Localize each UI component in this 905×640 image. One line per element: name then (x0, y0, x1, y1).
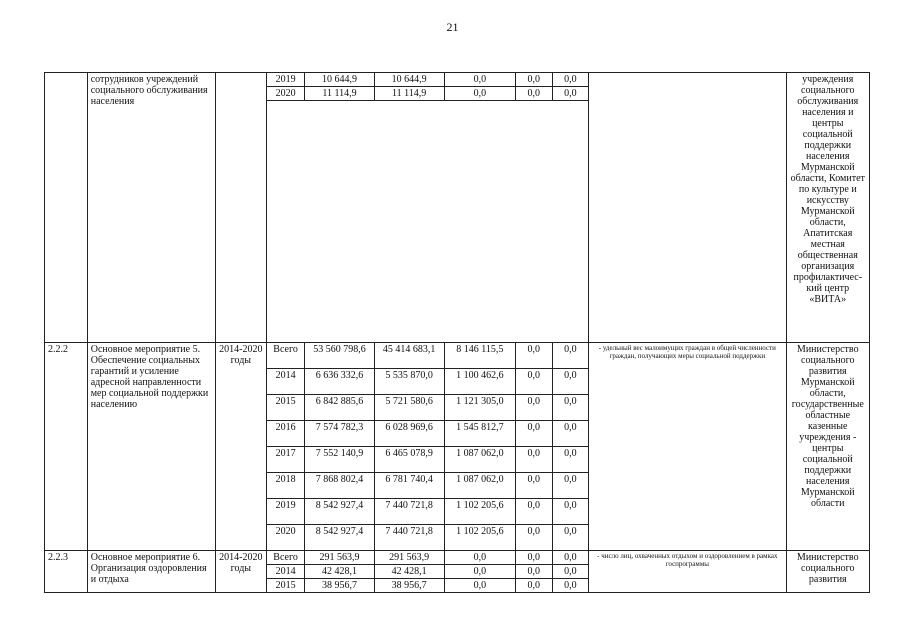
item-name-cell: Основное мероприятие 6. Организация оздоровления и отдыха (87, 551, 215, 593)
page-number: 21 (446, 20, 459, 34)
table-row: 2019 8 542 927,4 7 440 721,8 1 102 205,6 0,0 0,0 (45, 499, 870, 525)
executor-cell: Министерство социального развития Мурманской области, государственные областные казенные учреждения - центры социальной поддержки населения Мурманской области (786, 343, 869, 551)
table-row: сотрудников учреждений социального обслуживания населения 2019 10 644,9 10 644,9 0,0 0,0 0,0 учреждения социального обслуживания населения и центры социальной поддержки населения Мурманской области, Комитет по культуре и искусству Мурманской области, Апатитская местная общественная организация профилактичес-кий центр «ВИТА» (45, 73, 870, 87)
indicator-cell: - число лиц, охваченных отдыхом и оздоровлением в рамках госпрограммы (589, 551, 786, 593)
table-row: 2.2.2 Основное мероприятие 5. Обеспечение социальных гарантий и усиление адресной направленности мер социальной поддержки населению 2014-2020 годы Всего 53 560 798,6 45 414 683,1 8 146 115,5 0,0 0,0 - удельный вес малоимущих граждан в общей численности граждан, получающих меры социальной поддержки Министерство социального развития Мурманской области, государственные областные казенные учреждения - центры социальной поддержки населения Мурманской области (45, 343, 870, 369)
indicator-cell (589, 73, 786, 343)
item-number-cell: 2.2.3 (45, 551, 88, 593)
period-cell: 2014-2020 годы (215, 551, 266, 593)
table-row: 2020 8 542 927,4 7 440 721,8 1 102 205,6 0,0 0,0 (45, 525, 870, 551)
table-row: 2020 11 114,9 11 114,9 0,0 0,0 0,0 (45, 87, 870, 101)
item-number-cell (45, 73, 88, 343)
item-name-cell: Основное мероприятие 5. Обеспечение социальных гарантий и усиление адресной направленности мер социальной поддержки населению (87, 343, 215, 551)
indicator-cell: - удельный вес малоимущих граждан в общей численности граждан, получающих меры социальной поддержки (589, 343, 786, 551)
table-row: 2016 7 574 782,3 6 028 969,6 1 545 812,7 0,0 0,0 (45, 421, 870, 447)
table-row: 2014 42 428,1 42 428,1 0,0 0,0 0,0 (45, 565, 870, 579)
executor-cell: учреждения социального обслуживания населения и центры социальной поддержки населения Мурманской области, Комитет по культуре и искусству Мурманской области, Апатитская местная общественная организация профилактичес-кий центр «ВИТА» (786, 73, 869, 343)
program-table (44, 72, 870, 593)
table-row: 2014 6 636 332,6 5 535 870,0 1 100 462,6 0,0 0,0 (45, 369, 870, 395)
table-row: 2017 7 552 140,9 6 465 078,9 1 087 062,0 0,0 0,0 (45, 447, 870, 473)
table-row: 2015 38 956,7 38 956,7 0,0 0,0 0,0 (45, 579, 870, 593)
table-row: 2015 6 842 885,6 5 721 580,6 1 121 305,0 0,0 0,0 (45, 395, 870, 421)
item-name-cell: сотрудников учреждений социального обслуживания населения (87, 73, 215, 343)
table-row: 2.2.3 Основное мероприятие 6. Организация оздоровления и отдыха 2014-2020 годы Всего 291 563,9 291 563,9 0,0 0,0 0,0 - число лиц, охваченных отдыхом и оздоровлением в рамках госпрограммы Министерство социального развития (45, 551, 870, 565)
item-number-cell: 2.2.2 (45, 343, 88, 551)
table-row: 2018 7 868 802,4 6 781 740,4 1 087 062,0 0,0 0,0 (45, 473, 870, 499)
executor-cell: Министерство социального развития (786, 551, 869, 593)
period-cell: 2014-2020 годы (215, 343, 266, 551)
period-cell (215, 73, 266, 343)
